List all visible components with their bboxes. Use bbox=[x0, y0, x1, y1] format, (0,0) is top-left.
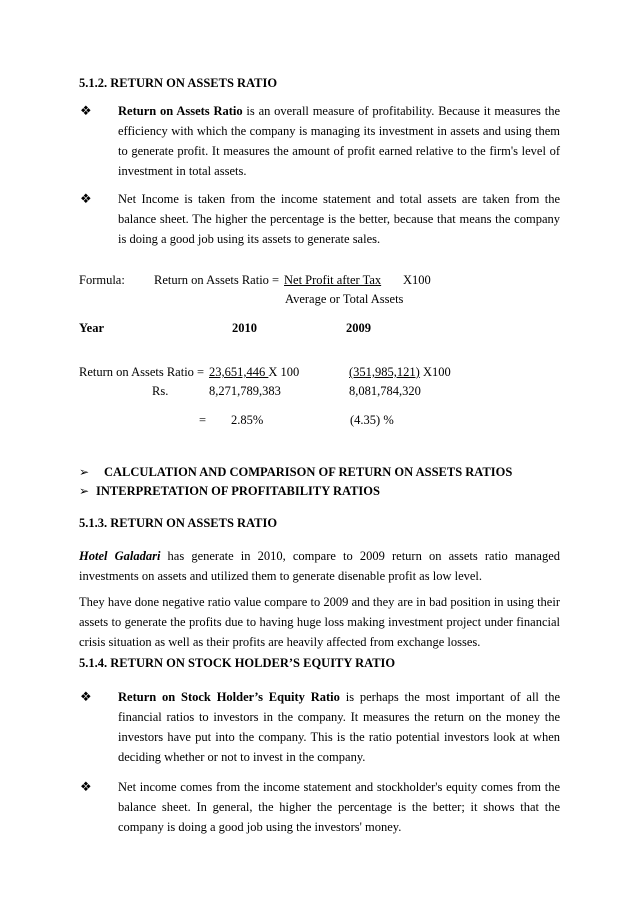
year-2009: 2009 bbox=[346, 321, 371, 335]
bullet-diamond-icon: ❖ bbox=[80, 689, 92, 704]
interpretation-paragraph-1 bbox=[79, 546, 560, 586]
formula-multiplier: X100 bbox=[403, 273, 431, 287]
roa-term: Return on Assets Ratio bbox=[118, 104, 243, 118]
calc-2009 bbox=[349, 365, 451, 380]
currency-label: Rs. bbox=[152, 384, 169, 398]
company-name: Hotel Galadari bbox=[79, 549, 161, 563]
calc-2010-multiplier: X 100 bbox=[268, 365, 300, 379]
formula-denominator: Average or Total Assets bbox=[285, 292, 404, 306]
section-heading-5-1-2: 5.1.2. RETURN ON ASSETS RATIO bbox=[79, 76, 278, 90]
roe-term: Return on Stock Holder’s Equity Ratio bbox=[118, 690, 340, 704]
arrow-bullet-icon: ➢ bbox=[79, 484, 90, 498]
calc-label: Return on Assets Ratio = bbox=[79, 365, 205, 379]
interpretation-text-1: has generate in 2010, compare to 2009 return on assets ratio managed investments on assets and utilized them to generate disenable profit as low level. bbox=[79, 549, 561, 583]
net-income-paragraph: Net Income is taken from the income statement and total assets are taken from the balance sheet. The higher the percentage is the better, because that means the company is doing a good job using its assets to generate sales. bbox=[118, 192, 560, 246]
formula-name: Return on Assets Ratio = bbox=[154, 273, 280, 287]
result-2009: (4.35) % bbox=[350, 413, 394, 427]
calc-2010-denominator: 8,271,789,383 bbox=[209, 384, 281, 398]
arrow-item-interpretation: INTERPRETATION OF PROFITABILITY RATIOS bbox=[96, 484, 380, 498]
calc-2009-numerator: (351,985,121) bbox=[349, 365, 420, 379]
roa-definition-text: is an overall measure of profitability. Because it measures the efficiency with which the company is managing its investment in assets and using them to generate profit. It measures the amount of profit earned relative to the firm's level of investment in total assets. bbox=[118, 104, 560, 178]
calc-2009-denominator: 8,081,784,320 bbox=[349, 384, 421, 398]
section-heading-5-1-3: 5.1.3. RETURN ON ASSETS RATIO bbox=[79, 516, 278, 530]
bullet-diamond-icon: ❖ bbox=[80, 103, 92, 118]
calc-2009-multiplier: X100 bbox=[419, 365, 451, 379]
calc-2010 bbox=[209, 365, 299, 380]
result-2010: 2.85% bbox=[231, 413, 264, 427]
arrow-bullet-icon: ➢ bbox=[79, 465, 90, 479]
formula-label: Formula: bbox=[79, 273, 125, 287]
arrow-item-calculation: CALCULATION AND COMPARISON OF RETURN ON ASSETS RATIOS bbox=[104, 465, 513, 479]
year-2010: 2010 bbox=[232, 321, 257, 335]
year-label: Year bbox=[79, 321, 104, 335]
roa-definition-paragraph bbox=[118, 101, 560, 181]
interpretation-paragraph-2: They have done negative ratio value compare to 2009 and they are in bad position in using their assets to generate the profits due to having huge loss making investment project under financial crisis situation as well as their profits are heavily affected from exchange losses. bbox=[79, 595, 560, 649]
bullet-diamond-icon: ❖ bbox=[80, 779, 92, 794]
calc-2010-numerator: 23,651,446 bbox=[209, 365, 269, 379]
bullet-diamond-icon: ❖ bbox=[80, 191, 92, 206]
roe-definition-paragraph bbox=[118, 687, 560, 767]
roe-definition-text: is perhaps the most important of all the financial ratios to investors in the company. It measures the return on the money the investors have put into the company. This is the ratio potential investors look at when deciding whether or not to invest in the company. bbox=[118, 690, 560, 764]
section-heading-5-1-4: 5.1.4. RETURN ON STOCK HOLDER’S EQUITY RATIO bbox=[79, 656, 396, 670]
equals-sign: = bbox=[199, 413, 207, 427]
stockholder-equity-paragraph: Net income comes from the income statement and stockholder's equity comes from the balance sheet. In general, the higher the percentage is the better; it shows that the company is doing a good job using the investors' money. bbox=[118, 780, 560, 834]
formula-numerator: Net Profit after Tax bbox=[284, 273, 382, 287]
